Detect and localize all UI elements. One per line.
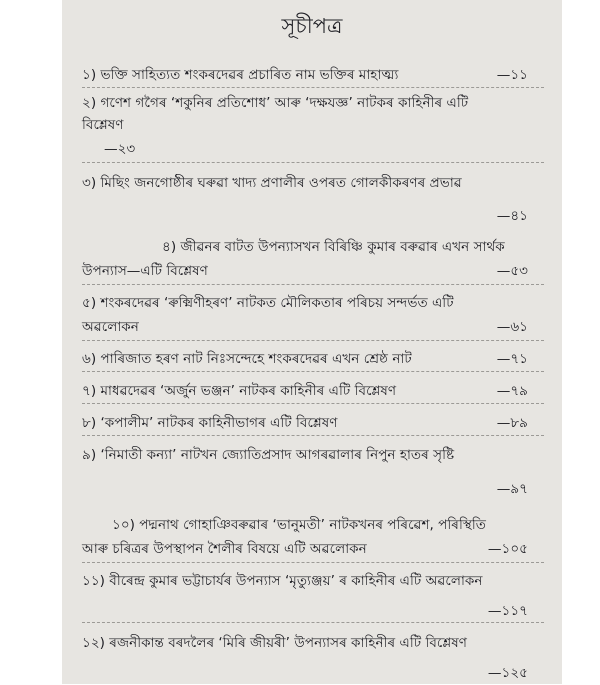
toc-entry-7-text: ৭) মাধৱদেৱৰ ‘অৰ্জুন ভঞ্জন’ নাটকৰ কাহিনীৰ এটি বিশ্লেষণ [82, 383, 397, 399]
toc-entry-12-page: —১২৫ [487, 665, 528, 681]
divider [82, 435, 544, 436]
toc-entry-4-text-cont: উপন্যাস—এটি বিশ্লেষণ [82, 263, 208, 279]
toc-entry-11-text: ১১) বীৰেন্দ্ৰ কুমাৰ ভট্টাচাৰ্যৰ উপন্যাস ‘মৃত্যুঞ্জয়’ ৰ কাহিনীৰ এটি অৱলোকন [82, 573, 483, 589]
divider [82, 284, 544, 285]
toc-entry-3-text: ৩) মিছিং জনগোষ্ঠীৰ ঘৰুৱা খাদ্য প্ৰণালীৰ ওপৰত গোলকীকৰণৰ প্ৰভাৱ [82, 175, 462, 191]
toc-entry-10-page: —১০৫ [487, 541, 528, 557]
toc-entry-3-page: —৪১ [496, 208, 528, 224]
toc-entry-1-page: —১১ [496, 67, 528, 83]
divider [82, 403, 544, 404]
toc-entry-2-text: ২) গণেশ গগৈৰ ‘শকুনিৰ প্ৰতিশোধ’ আৰু ‘দক্ষযজ্ঞ’ নাটকৰ কাহিনীৰ এটি [82, 95, 469, 111]
divider [82, 87, 544, 88]
toc-entry-5-text-cont: অৱলোকন [82, 319, 139, 335]
toc-entry-9-page: —৯৭ [496, 481, 528, 497]
toc-entry-6-page: —৭১ [496, 351, 528, 367]
toc-entry-5-page: —৬১ [496, 319, 528, 335]
toc-entry-10-text: ১০) পদ্মনাথ গোহাঞিবৰুৱাৰ ‘ভানুমতী’ নাটকখনৰ পৰিৱেশ, পৰিস্থিতি [112, 517, 486, 533]
toc-entry-8-text: ৮) ‘কপালীম’ নাটকৰ কাহিনীভাগৰ এটি বিশ্লেষণ [82, 415, 338, 431]
toc-entry-4-text: ৪) জীৱনৰ বাটত উপন্যাসখন বিৰিঞ্চি কুমাৰ বৰুৱাৰ এখন সাৰ্থক [162, 239, 505, 255]
divider [82, 162, 544, 163]
toc-entry-1-text: ১) ভক্তি সাহিত্যত শংকৰদেৱৰ প্ৰচাৰিত নাম ভক্তিৰ মাহাত্ম্য [82, 67, 399, 83]
toc-entry-7-page: —৭৯ [496, 383, 528, 399]
toc-entry-2-text-cont: বিশ্লেষণ [82, 117, 124, 133]
toc-entry-12-text: ১২) ৰজনীকান্ত বৰদলৈৰ ‘মিৰি জীয়ৰী’ উপন্যাসৰ কাহিনীৰ এটি বিশ্লেষণ [82, 635, 467, 651]
divider [82, 340, 544, 341]
book-page [62, 0, 562, 684]
toc-entry-11-page: —১১৭ [487, 603, 528, 619]
toc-entry-10-text-cont: আৰু চৰিত্ৰৰ উপস্থাপন শৈলীৰ বিষয়ে এটি অৱলোকন [82, 541, 367, 557]
divider [82, 371, 544, 372]
toc-entry-4-page: —৫৩ [496, 263, 528, 279]
page-title: সূচীপত্ৰ [281, 14, 343, 38]
divider [82, 622, 544, 623]
toc-entry-5-text: ৫) শংকৰদেৱৰ ‘ৰুক্মিণীহৰণ’ নাটকত মৌলিকতাৰ পৰিচয় সন্দৰ্ভত এটি [82, 295, 454, 311]
toc-entry-9-text: ৯) ‘নিমাতী কন্যা’ নাটখন জ্যোতিপ্ৰসাদ আগৰৱালাৰ নিপুন হাতৰ সৃষ্টি [82, 447, 455, 463]
toc-entry-8-page: —৮৯ [496, 415, 528, 431]
toc-entry-2-page: —২৩ [104, 141, 136, 157]
divider [82, 562, 544, 563]
toc-entry-6-text: ৬) পাৰিজাত হৰণ নাট নিঃসন্দেহে শংকৰদেৱৰ এখন শ্ৰেষ্ঠ নাট [82, 351, 412, 367]
